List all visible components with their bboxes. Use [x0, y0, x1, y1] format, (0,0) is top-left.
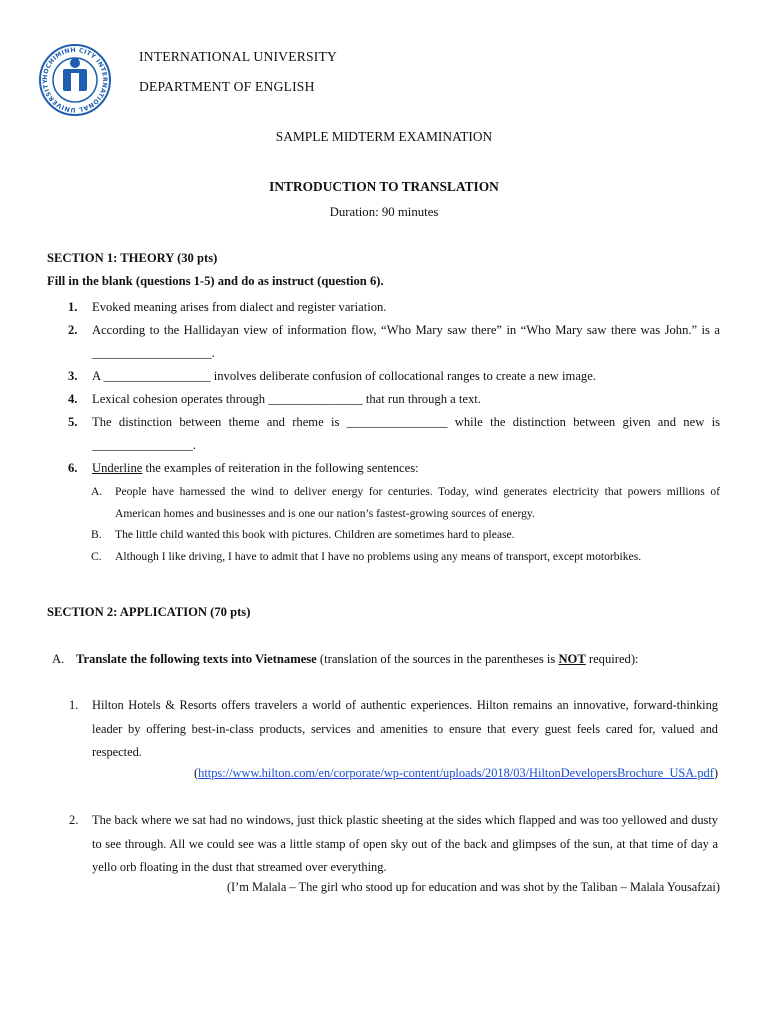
source-open: (: [193, 766, 199, 780]
part-a-label: A.: [52, 652, 65, 666]
part-a-instruction: [52, 652, 639, 667]
part-a-post: required):: [585, 652, 639, 666]
question-text: The distinction between theme and rheme is ________________ while the distinction between given and new is ________________.: [92, 415, 720, 452]
question-number: 4.: [68, 392, 78, 406]
section1-title: SECTION 1: THEORY (30 pts): [47, 251, 218, 265]
source-link[interactable]: https://www.hilton.com/en/corporate/wp-content/uploads/2018/03/HiltonDevelopersBrochure_USA.pdf: [198, 766, 714, 780]
question-1: [68, 296, 720, 319]
question-number: 3.: [68, 369, 78, 383]
question-text: Evoked meaning arises from dialect and register variation.: [92, 300, 387, 314]
sentence-b: [91, 524, 720, 546]
text-2: [69, 809, 718, 880]
university-name: INTERNATIONAL UNIVERSITY: [139, 49, 337, 64]
part-a-pre: (translation of the sources in the parentheses is: [316, 652, 559, 666]
university-logo: [38, 43, 112, 117]
question-number: 1.: [68, 300, 78, 314]
course-title: INTRODUCTION TO TRANSLATION: [269, 179, 499, 194]
question-text: Lexical cohesion operates through _______________ that run through a text.: [92, 392, 481, 406]
question-number: 2.: [68, 323, 78, 337]
source-close: ): [713, 766, 718, 780]
question-number: 6.: [68, 461, 78, 475]
sentence-a: [91, 481, 720, 524]
logo-ring-text: HOCHIMINH CITY INTERNATIONAL UNIVERSITY: [41, 46, 109, 114]
sentence-text: People have harnessed the wind to deliver energy for centuries. Today, wind generates electricity that powers millions of American homes and businesses and is one our nation’s fastest-growing sources of energy.: [115, 485, 720, 520]
question-text: A _________________ involves deliberate confusion of collocational ranges to create a new image.: [92, 369, 596, 383]
text-body: Hilton Hotels & Resorts offers travelers a world of authentic experiences. Hilton remains an innovative, forward-thinking leader by offering best-in-class products, services and amenities to ensure that every guest feels cared for, valued and respected.: [92, 698, 718, 759]
part-a-bold: Translate the following texts into Vietnamese: [76, 652, 317, 666]
text-body: The back where we sat had no windows, just thick plastic sheeting at the sides which flapped and was too yellowed and dusty to see through. All we could see was a little stamp of open sky out of the back and glimpses of the sun, at that time of day a yello orb floating in the dust that streamed over everything.: [92, 813, 718, 874]
department-name: DEPARTMENT OF ENGLISH: [139, 79, 315, 94]
question-5: [68, 411, 720, 457]
text-2-source: (I’m Malala – The girl who stood up for education and was shot by the Taliban – Malala Yousafzai): [226, 880, 720, 894]
sentence-label: A.: [91, 485, 103, 498]
sentence-label: C.: [91, 550, 102, 563]
sentence-text: The little child wanted this book with pictures. Children are sometimes hard to please.: [115, 528, 515, 541]
text-1: [69, 694, 718, 765]
question-text: According to the Hallidayan view of information flow, “Who Mary saw there” in “Who Mary saw there was John.” is a ___________________.: [92, 323, 720, 360]
question-2: [68, 319, 720, 365]
section1-instruction: Fill in the blank (questions 1-5) and do as instruct (question 6).: [47, 274, 384, 288]
question-text: the examples of reiteration in the following sentences:: [142, 461, 419, 475]
exam-type: SAMPLE MIDTERM EXAMINATION: [275, 129, 493, 144]
sentence-c: [91, 546, 720, 568]
sentence-text: Although I like driving, I have to admit that I have no problems using any means of transport, except motorbikes.: [115, 550, 642, 563]
text-number: 1.: [69, 698, 79, 712]
question-6: [68, 457, 720, 480]
section2-title: SECTION 2: APPLICATION (70 pts): [47, 605, 251, 619]
text-number: 2.: [69, 813, 79, 827]
sentence-label: B.: [91, 528, 102, 541]
underline-word: Underline: [92, 461, 143, 475]
duration: Duration: 90 minutes: [329, 205, 439, 219]
text-1-source: [194, 766, 718, 781]
question-3: [68, 365, 720, 388]
question-4: [68, 388, 720, 411]
part-a-not: NOT: [558, 652, 586, 666]
question-number: 5.: [68, 415, 78, 429]
